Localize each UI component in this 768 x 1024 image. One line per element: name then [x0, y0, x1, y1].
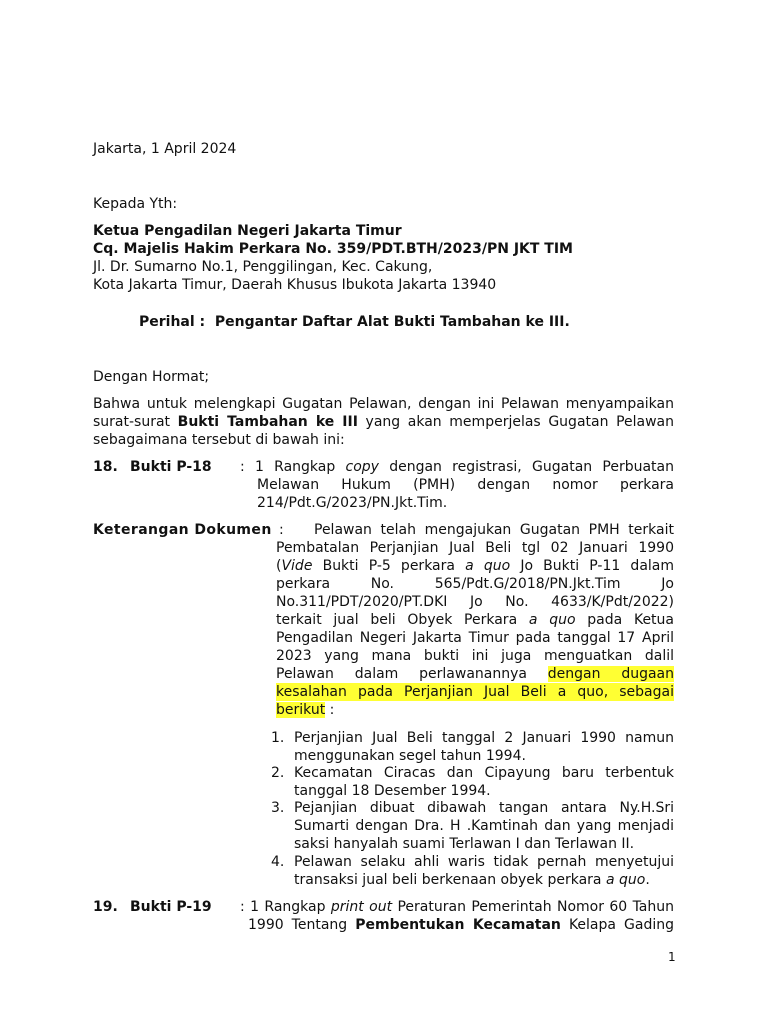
list-item: Perjanjian Jual Beli tanggal 2 Januari 1990 namun menggunakan segel tahun 1994.	[294, 730, 674, 764]
item18-description-cont: Melawan Hukum (PMH) dengan nomor perkara 214/Pdt.G/2023/PN.Jkt.Tim.	[257, 477, 674, 511]
salutation: Kepada Yth:	[93, 196, 178, 212]
item19-description: : 1 Rangkap print out Peraturan Pemerintah Nomor 60 Tahun	[240, 899, 674, 915]
keterangan-colon: :	[279, 522, 284, 538]
greeting: Dengan Hormat;	[93, 369, 210, 385]
highlighted-text: berikut	[276, 702, 326, 718]
highlighted-text: kesalahan pada Perjanjian Jual Beli a quo, sebagai	[276, 684, 674, 700]
point-number: 4.	[271, 854, 285, 870]
recipient-city: Kota Jakarta Timur, Daerah Khusus Ibukota Jakarta 13940	[93, 277, 497, 293]
recipient-address: Jl. Dr. Sumarno No.1, Penggilingan, Kec. Cakung,	[93, 259, 433, 275]
item-number: 18.	[93, 459, 118, 475]
subject-label: Perihal :	[139, 314, 206, 330]
item-label: Bukti P-18	[130, 459, 212, 475]
recipient-panel: Cq. Majelis Hakim Perkara No. 359/PDT.BTH/2023/PN JKT TIM	[93, 241, 573, 257]
intro-line: surat-surat Bukti Tambahan ke III yang akan memperjelas Gugatan Pelawan	[93, 414, 675, 430]
intro-line: Bahwa untuk melengkapi Gugatan Pelawan, dengan ini Pelawan menyampaikan	[93, 396, 674, 412]
list-item: Kecamatan Ciracas dan Cipayung baru terbentuk tanggal 18 Desember 1994.	[294, 765, 674, 799]
point-number: 3.	[271, 800, 285, 816]
point-number: 1.	[271, 730, 285, 746]
point-number: 2.	[271, 765, 285, 781]
item19-description-cont: 1990 Tentang Pembentukan Kecamatan Kelapa Gading	[248, 917, 674, 933]
item18-description: : 1 Rangkap copy dengan registrasi, Gugatan Perbuatan	[240, 459, 675, 475]
keterangan-first-line: Pelawan telah mengajukan Gugatan PMH terkait	[314, 522, 674, 538]
subject-text: Pengantar Daftar Alat Bukti Tambahan ke III.	[214, 314, 570, 330]
keterangan-text: Pembatalan Perjanjian Jual Beli tgl 02 Januari 1990 (Vide Bukti P-5 perkara a quo Jo Bukti P-11 dalam perkara No. 565/Pdt.G/2018/PN.Jkt.Tim Jo No.311/PDT/2020/PT.DKI Jo No. 4633/K/Pdt/2022) terkait jual beli Obyek Perkara a quo pada Ketua Pengadilan Negeri Jakarta Timur pada tanggal 17 April 2023 yang mana bukti ini juga menguatkan dalil Pelawan dalam perlawanannya dengan dugaan kesalahan pada Perjanjian Jual Beli a quo, sebagai berikut :	[276, 540, 675, 718]
intro-paragraph	[93, 395, 674, 449]
item-label: Bukti P-19	[130, 899, 212, 915]
list-item: Pejanjian dibuat dibawah tangan antara Ny.H.Sri Sumarti dengan Dra. H .Kamtinah dan yang menjadi saksi hanyalah suami Terlawan I dan Terlawan II.	[294, 800, 674, 852]
highlighted-text: dengan dugaan	[547, 666, 674, 682]
recipient-court: Ketua Pengadilan Negeri Jakarta Timur	[93, 223, 402, 239]
letter-date: Jakarta, 1 April 2024	[93, 141, 237, 157]
subject-line	[139, 313, 570, 331]
keterangan-label: Keterangan Dokumen	[93, 522, 272, 538]
list-item: Pelawan selaku ahli waris tidak pernah menyetujui transaksi jual beli berkenaan obyek perkara a quo.	[294, 854, 674, 888]
intro-line: sebagaimana tersebut di bawah ini:	[93, 432, 345, 448]
page-number: 1	[668, 950, 676, 964]
item-number: 19.	[93, 899, 118, 915]
